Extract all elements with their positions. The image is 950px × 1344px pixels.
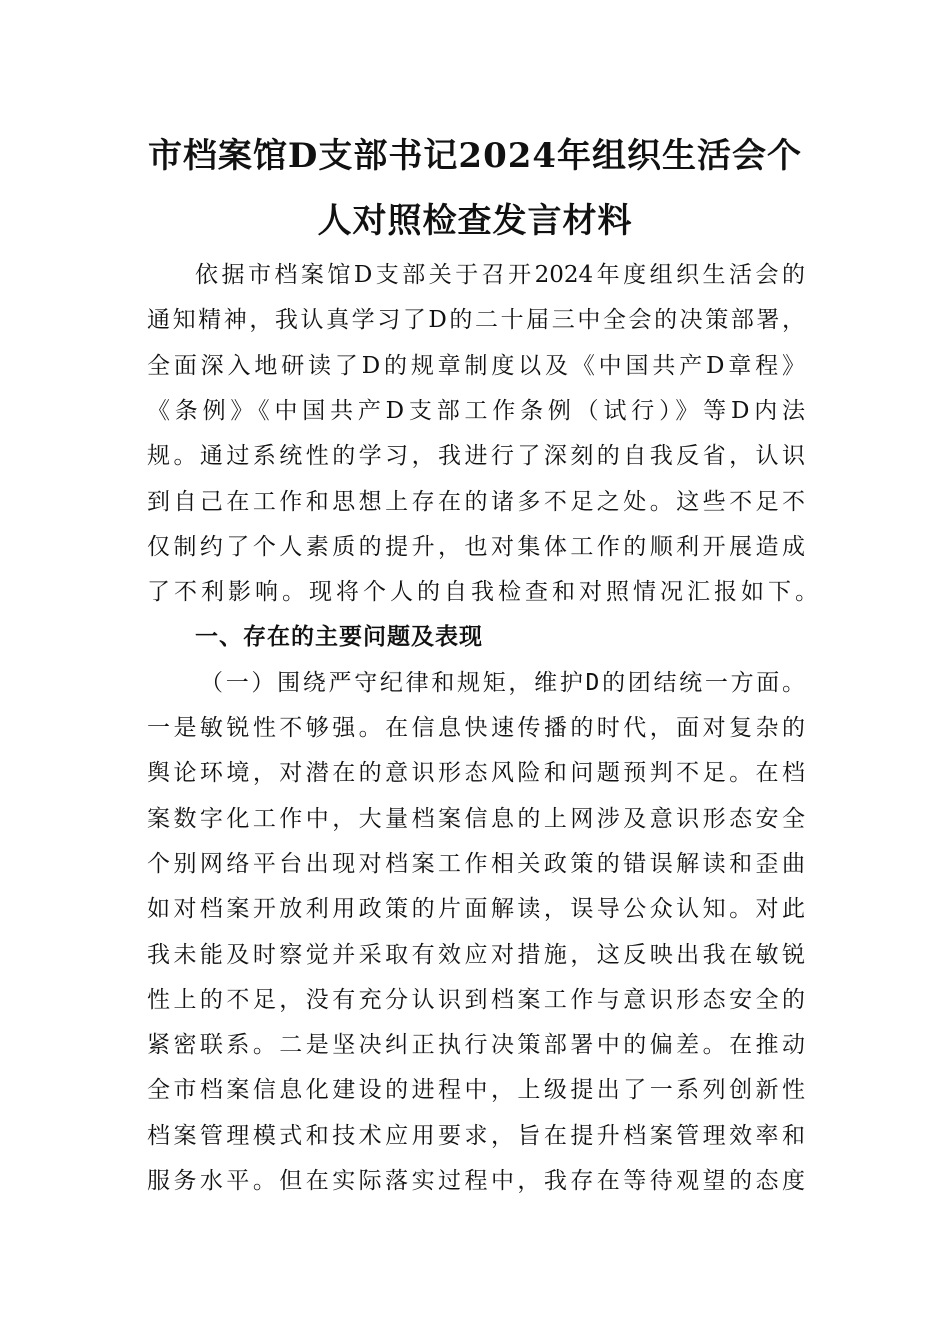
body-text-line: 依据市档案馆D支部关于召开2024年度组织生活会的	[195, 262, 805, 288]
body-text-line: 《条例》《中国共产D支部工作条例（试行）》等D内法	[147, 397, 805, 424]
document-title-line-1: 市档案馆D支部书记2024年组织生活会个	[147, 136, 803, 176]
body-text-line: 仅制约了个人素质的提升，也对集体工作的顺利开展造成	[147, 533, 805, 560]
body-text-line: 全面深入地研读了D的规章制度以及《中国共产D章程》	[147, 352, 805, 379]
body-text-line: 案数字化工作中，大量档案信息的上网涉及意识形态安全	[147, 805, 805, 832]
body-text-line: 一是敏锐性不够强。在信息快速传播的时代，面对复杂的	[147, 715, 805, 741]
body-text-line: 到自己在工作和思想上存在的诸多不足之处。这些不足不	[147, 488, 805, 515]
body-text-line: 档案管理模式和技术应用要求，旨在提升档案管理效率和	[147, 1122, 805, 1149]
body-text-line: 个别网络平台出现对档案工作相关政策的错误解读和歪曲	[147, 850, 805, 877]
body-text-line: 服务水平。但在实际落实过程中，我存在等待观望的态度	[147, 1168, 805, 1194]
body-text-line: 舆论环境，对潜在的意识形态风险和问题预判不足。在档	[147, 760, 805, 787]
document-title-line-2: 人对照检查发言材料	[317, 201, 633, 241]
subsection-heading: （一）围绕严守纪律和规矩，维护D的团结统一方面。	[200, 669, 805, 696]
body-text-line: 如对档案开放利用政策的片面解读，误导公众认知。对此	[147, 896, 805, 923]
body-text-line: 了不利影响。现将个人的自我检查和对照情况汇报如下。	[147, 579, 822, 606]
section-heading: 一、存在的主要问题及表现	[195, 624, 483, 651]
body-text-line: 紧密联系。二是坚决纠正执行决策部署中的偏差。在推动	[147, 1032, 805, 1059]
body-text-line: 通知精神，我认真学习了D的二十届三中全会的决策部署，	[147, 307, 805, 334]
body-text-line: 规。通过系统性的学习，我进行了深刻的自我反省，认识	[147, 443, 805, 470]
body-text-line: 我未能及时察觉并采取有效应对措施，这反映出我在敏锐	[147, 941, 805, 968]
body-text-line: 性上的不足，没有充分认识到档案工作与意识形态安全的	[147, 986, 805, 1013]
body-text-line: 全市档案信息化建设的进程中，上级提出了一系列创新性	[147, 1077, 805, 1104]
